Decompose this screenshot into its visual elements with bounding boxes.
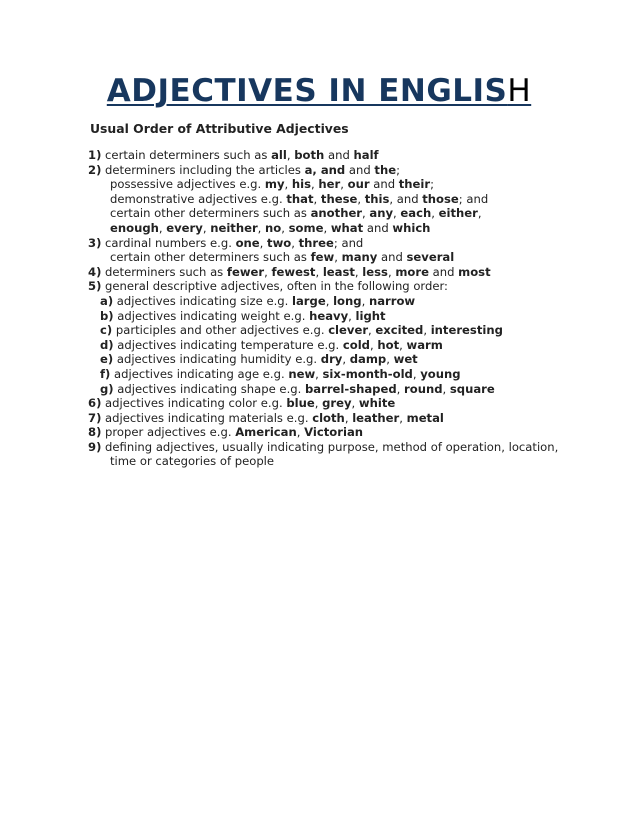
list-text: time or categories of people [110,454,275,469]
list-text: and [345,162,375,177]
bold-term: any [369,206,394,221]
list-text: , [399,410,407,425]
list-text: determiners such as [101,264,227,279]
bold-term: one [235,235,260,250]
list-text: ; [396,162,400,177]
list-text: , [264,264,272,279]
bold-term: e) [100,352,114,367]
list-text: and [428,264,459,279]
list-text: , [314,396,323,411]
list-item [88,352,608,367]
bold-term: narrow [368,293,416,308]
list-item [88,206,608,221]
list-item [88,163,608,178]
page-title-last-letter: H [507,73,532,109]
bold-term: every [166,220,203,235]
list-text: possessive adjectives e.g. [110,177,265,192]
bold-term: 4) [88,264,102,279]
bold-term: each [400,206,432,221]
list-item [88,177,608,192]
list-text: and [377,250,407,265]
bold-term: less [362,264,388,279]
list-item [88,454,608,469]
bold-term: many [341,250,378,265]
list-item [88,250,608,265]
list-text: , and [389,191,423,206]
list-text: certain other determiners such as [110,206,311,221]
list-text: ; [430,177,435,192]
bold-term: leather [352,410,400,425]
list-text: adjectives indicating humidity e.g. [113,352,321,367]
list-text: proper adjectives e.g. [101,425,236,440]
bold-term: three [298,235,334,250]
bold-term: more [395,264,429,279]
list-item [88,396,608,411]
list-text: , [387,264,396,279]
list-text: , [313,191,321,206]
list-text: demonstrative adjectives e.g. [110,191,287,206]
list-item [88,411,608,426]
list-item [88,309,608,324]
bold-term: young [420,366,461,381]
list-text: , [296,425,305,440]
list-text: certain determiners such as [101,148,272,162]
list-text: , [344,410,353,425]
bold-term: Victorian [304,425,364,440]
list-text: ; and [458,191,489,206]
list-item [88,148,608,163]
bold-term: another [310,206,363,221]
bold-term: either [438,206,478,221]
list-text: adjectives indicating age e.g. [110,366,289,381]
bold-term: that [286,191,314,206]
list-text: certain other determiners such as [110,250,311,265]
bold-term: fewer [226,264,265,279]
bold-term: barrel-shaped [304,381,397,396]
list-text: , [315,366,323,381]
list-item [88,236,608,251]
list-text: , [351,396,359,411]
bold-term: excited [375,323,424,338]
list-text: cardinal numbers e.g. [101,235,236,250]
list-text: , [354,264,363,279]
bold-term: this [364,191,390,206]
list-text: and [369,177,399,192]
list-text: , [281,220,289,235]
bold-term: cloth [312,410,345,425]
bold-term: b) [100,308,114,323]
bold-term: several [406,250,455,265]
list-text: ; and [333,235,364,250]
list-item [88,338,608,353]
bold-term: these [320,191,358,206]
list-text: , [431,206,439,221]
list-text: , [368,323,376,338]
bold-term: grey [322,396,352,411]
list-text: , [158,220,167,235]
bold-term: warm [406,337,443,352]
bold-term: what [330,220,364,235]
list-text: adjectives indicating size e.g. [113,293,292,308]
list-text: , [325,293,334,308]
list-text: and [324,148,354,162]
bold-term: all [271,148,287,162]
list-text: , [202,220,211,235]
list-text: , [361,293,369,308]
list-text: , [315,264,323,279]
bold-term: 8) [88,425,102,440]
bold-term: few [310,250,335,265]
bold-term: metal [406,410,444,425]
bold-term: enough [110,220,159,235]
bold-term: our [347,177,370,192]
list-text: , [284,177,292,192]
list-text: , [477,206,482,221]
list-text: , [323,220,331,235]
list-text: , [348,308,356,323]
bold-term: interesting [430,323,503,338]
bold-term: those [422,191,459,206]
bold-term: both [294,148,325,162]
bold-term: a) [100,293,114,308]
bold-term: long [333,293,362,308]
bold-term: two [267,235,292,250]
list-item [88,192,608,207]
bold-term: clever [328,323,369,338]
bold-term: most [458,264,491,279]
bold-term: neither [210,220,258,235]
bold-term: 9) [88,439,102,454]
list-item [88,265,608,280]
list-item [88,382,608,397]
bold-term: their [398,177,431,192]
list-text: , [362,206,370,221]
bold-term: c) [100,323,113,338]
list-item [88,279,608,294]
section-subtitle: Usual Order of Attributive Adjectives [90,121,349,136]
bold-term: round [404,381,443,396]
bold-term: some [288,220,324,235]
bold-term: light [355,308,386,323]
list-text: , [442,381,450,396]
bold-term: square [449,381,495,396]
bold-term: 7) [88,410,102,425]
page-title [0,71,638,111]
list-text: , [399,337,407,352]
bold-term: 5) [88,279,102,294]
list-item [88,425,608,440]
list-text: adjectives indicating color e.g. [101,396,287,411]
list-text: , [340,177,348,192]
bold-term: white [358,396,396,411]
list-text: , [396,381,405,396]
list-text: and [363,220,393,235]
list-text: , [311,177,319,192]
list-item [88,221,608,236]
bold-term: blue [286,396,315,411]
bold-term: heavy [309,308,349,323]
list-text: adjectives indicating materials e.g. [101,410,313,425]
list-text: , [334,250,342,265]
list-text: , [386,352,394,367]
list-item [88,323,608,338]
bold-term: cold [342,337,370,352]
bold-term: her [318,177,341,192]
list-text: , [259,235,268,250]
bold-term: my [264,177,285,192]
list-text: , [291,235,299,250]
list-text: , [286,148,295,162]
bold-term: large [292,293,326,308]
bold-term: 1) [88,148,102,162]
list-text: , [393,206,401,221]
bold-term: the [374,162,397,177]
list-text: determiners including the articles [101,162,305,177]
list-text: general descriptive adjectives, often in the following order: [101,279,448,294]
bold-term: half [353,148,379,162]
adjective-order-list [88,148,608,469]
list-text: , [423,323,431,338]
bold-term: 6) [88,396,102,411]
bold-term: wet [393,352,418,367]
list-text: defining adjectives, usually indicating purpose, method of operation, location, [101,439,559,454]
list-item [88,294,608,309]
bold-term: no [265,220,282,235]
list-text: participles and other adjectives e.g. [112,323,329,338]
list-text: adjectives indicating temperature e.g. [113,337,343,352]
bold-term: new [288,366,316,381]
bold-term: d) [100,337,114,352]
bold-term: six-month-old [322,366,413,381]
bold-term: dry [320,352,343,367]
bold-term: American [235,425,297,440]
list-text: , [257,220,266,235]
bold-term: 3) [88,235,102,250]
list-text: , [357,191,365,206]
bold-term: fewest [271,264,316,279]
bold-term: hot [377,337,400,352]
page-title-main: ADJECTIVES IN ENGLIS [106,73,508,109]
bold-term: 2) [88,162,102,177]
bold-term: g) [100,381,114,396]
bold-term: damp [349,352,387,367]
bold-term: his [291,177,312,192]
bold-term: least [322,264,355,279]
bold-term: a, and [304,162,346,177]
list-text: adjectives indicating weight e.g. [113,308,310,323]
list-text: adjectives indicating shape e.g. [113,381,305,396]
bold-term: f) [100,366,111,381]
list-text: , [412,366,421,381]
list-item [88,367,608,382]
list-item [88,440,608,455]
list-text: , [342,352,350,367]
list-text: , [370,337,378,352]
bold-term: which [392,220,431,235]
